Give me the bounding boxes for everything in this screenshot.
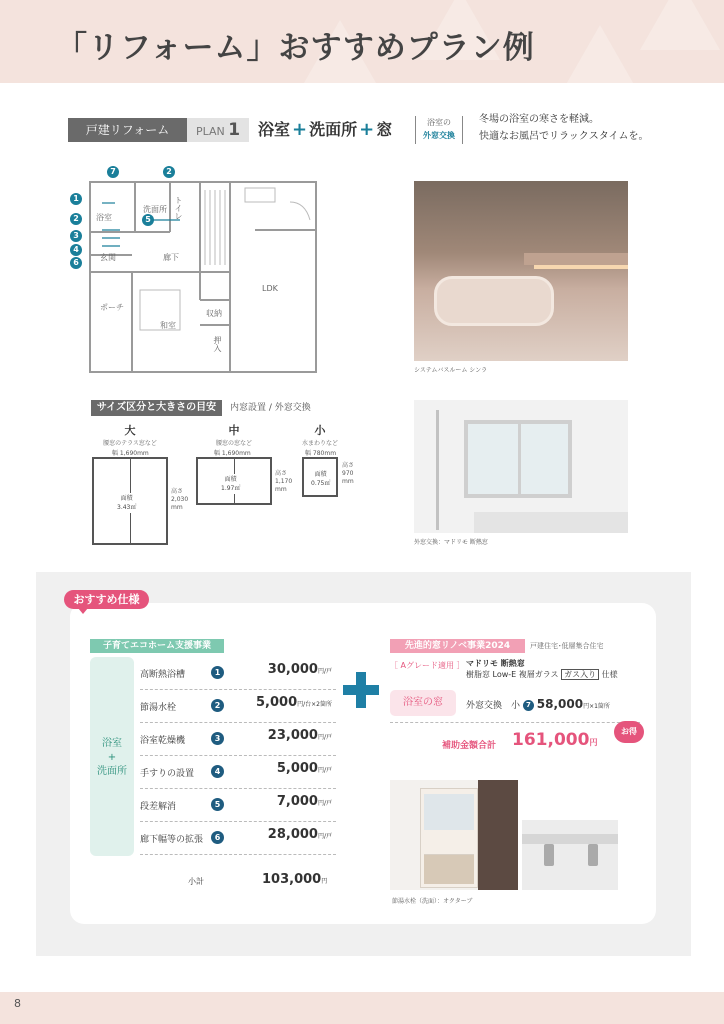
marker-6: 6 bbox=[70, 257, 82, 269]
room-label-bath: 浴室 bbox=[96, 213, 112, 222]
room-label-japanese-room: 和室 bbox=[160, 321, 176, 330]
size-medium-label: 中 bbox=[228, 424, 240, 437]
window-exchange: 外窓交換 小 7 58,000円×1箇所 bbox=[466, 697, 610, 711]
window-renovation-tag: 先進的窓リノベ事業2024 bbox=[390, 639, 525, 653]
plan-subnote-line2: 外窓交換 bbox=[423, 131, 455, 140]
floor-plan bbox=[60, 160, 330, 378]
spec-row bbox=[140, 756, 336, 789]
spec-row-price: 23,000円/戸 bbox=[267, 728, 332, 743]
size-medium-width: 幅 1,690mm bbox=[214, 450, 251, 457]
window-large-area: 面積 3.43㎡ bbox=[117, 495, 137, 511]
floor-plan-drawing bbox=[60, 160, 330, 378]
room-label-entrance: 玄関 bbox=[100, 253, 116, 262]
plan-description bbox=[479, 111, 649, 145]
bath-window-label: 浴室の窓 bbox=[390, 690, 456, 716]
room-box bbox=[90, 657, 134, 856]
exchange-number: 7 bbox=[523, 700, 534, 711]
plan-subnote-line1: 浴室の bbox=[427, 118, 451, 127]
product-spec: 樹脂窓 Low-E 複層ガラス ガス入り 仕様 bbox=[466, 670, 618, 679]
spec-row-label: 浴室乾燥機 bbox=[140, 736, 186, 746]
window-small-area: 面積 0.75㎡ bbox=[311, 471, 331, 487]
size-small-desc: 水まわりなど bbox=[302, 440, 339, 447]
plan-category-tag: 戸建リフォーム bbox=[68, 118, 187, 142]
total-label: 補助金額合計 bbox=[442, 741, 497, 751]
bathroom-photo bbox=[414, 181, 628, 361]
plan-label-number: 1 bbox=[228, 120, 241, 140]
spec-row-price: 5,000円/戸 bbox=[276, 761, 332, 776]
size-large-label: 大 bbox=[124, 424, 136, 437]
plan-subnote bbox=[415, 116, 463, 144]
gas-badge: ガス入り bbox=[561, 669, 599, 680]
bathroom-photo-caption: システムバスルーム シンラ bbox=[414, 367, 488, 374]
page-title: 「リフォーム」おすすめプラン例 bbox=[56, 30, 535, 66]
spec-row-label: 段差解消 bbox=[140, 802, 177, 812]
marker-2-left: 2 bbox=[70, 213, 82, 225]
divider bbox=[390, 722, 640, 723]
plan-heading-window: 窓 bbox=[376, 120, 393, 139]
room-label-toilet: トイレ bbox=[174, 196, 183, 220]
spec-row-label: 節湯水栓 bbox=[140, 703, 177, 713]
spec-row bbox=[140, 690, 336, 723]
room-label-closet: 押入 bbox=[213, 336, 222, 352]
deal-badge: お得 bbox=[614, 721, 644, 743]
size-large-desc: 腰窓のテラス窓など bbox=[103, 440, 157, 447]
room-label-hallway: 廊下 bbox=[163, 253, 179, 262]
faucet-photo bbox=[522, 820, 618, 890]
room-label-washroom: 洗面所 bbox=[143, 205, 167, 214]
size-guide-note: 内窓設置 / 外窓交換 bbox=[230, 403, 311, 413]
spec-row-number: 6 bbox=[211, 831, 224, 844]
plan-number-label bbox=[187, 118, 249, 142]
plan-heading-bath: 浴室 bbox=[258, 120, 291, 139]
plan-label-prefix: PLAN bbox=[195, 125, 225, 138]
subtotal-label: 小計 bbox=[188, 877, 204, 886]
spec-row bbox=[140, 723, 336, 756]
room-box-line3: 洗面所 bbox=[97, 766, 127, 777]
room-label-porch: ポーチ bbox=[100, 303, 124, 312]
spec-row-number: 4 bbox=[211, 765, 224, 778]
spec-row-price: 5,000円/台×2箇所 bbox=[256, 695, 332, 710]
marker-3: 3 bbox=[70, 230, 82, 242]
spec-row-number: 5 bbox=[211, 798, 224, 811]
marker-1: 1 bbox=[70, 193, 82, 205]
spec-row-price: 28,000円/戸 bbox=[267, 827, 332, 842]
marker-2-top: 2 bbox=[163, 166, 175, 178]
spec-row-price: 7,000円/戸 bbox=[276, 794, 332, 809]
marker-5: 5 bbox=[142, 214, 154, 226]
spec-tag: おすすめ仕様 bbox=[64, 590, 149, 609]
total-value: 161,000円 bbox=[512, 730, 598, 750]
size-large-width: 幅 1,690mm bbox=[112, 450, 149, 457]
plan-heading bbox=[258, 117, 392, 140]
size-guide-tag: サイズ区分と大きさの目安 bbox=[91, 400, 222, 416]
spec-row-number: 3 bbox=[211, 732, 224, 745]
size-medium-caption bbox=[196, 422, 272, 447]
marker-7: 7 bbox=[107, 166, 119, 178]
product-name: マドリモ 断熱窓 bbox=[466, 659, 525, 668]
plan-description-line1: 冬場の浴室の寒さを軽減。 bbox=[479, 114, 599, 125]
room-box-line1: 浴室 bbox=[102, 738, 122, 749]
window-small-box bbox=[302, 457, 338, 497]
size-small-label: 小 bbox=[314, 424, 326, 437]
window-renovation-note: 戸建住宅･低層集合住宅 bbox=[530, 642, 604, 650]
spec-row-label: 高断熱浴槽 bbox=[140, 670, 186, 680]
size-medium-desc: 腰窓の窓など bbox=[215, 440, 252, 447]
subtotal-value: 103,000円 bbox=[262, 872, 328, 887]
plan-description-line2: 快適なお風呂でリラックスタイムを。 bbox=[479, 131, 649, 142]
spec-row-number: 1 bbox=[211, 666, 224, 679]
size-large-caption bbox=[92, 422, 168, 447]
plus-icon: + bbox=[359, 119, 375, 140]
plan-heading-washroom: 洗面所 bbox=[309, 120, 358, 139]
window-photo bbox=[414, 400, 628, 533]
room-label-storage: 収納 bbox=[206, 309, 222, 318]
spec-row bbox=[140, 657, 336, 690]
footer-band bbox=[0, 992, 724, 1024]
washroom-photo-caption: 節湯水栓（洗面）：オクターブ bbox=[392, 898, 473, 905]
size-small-width: 幅 780mm bbox=[305, 450, 337, 457]
spec-row-price: 30,000円/戸 bbox=[267, 662, 332, 677]
spec-row bbox=[140, 789, 336, 822]
eco-home-tag: 子育てエコホーム支援事業 bbox=[90, 639, 224, 653]
window-medium-area: 面積 1.97㎡ bbox=[221, 476, 241, 492]
washroom-photo bbox=[390, 780, 518, 890]
plus-icon bbox=[343, 672, 379, 708]
size-medium-height: 高さ 1,170 mm bbox=[275, 470, 293, 493]
window-large-box bbox=[92, 457, 168, 545]
spec-row-number: 2 bbox=[211, 699, 224, 712]
marker-4: 4 bbox=[70, 244, 82, 256]
spec-row-label: 手すりの設置 bbox=[140, 769, 195, 779]
size-small-caption bbox=[302, 422, 338, 447]
page-number: 8 bbox=[14, 997, 21, 1010]
room-label-ldk: LDK bbox=[262, 284, 278, 293]
window-photo-caption: 外窓交換：マドリモ 断熱窓 bbox=[414, 539, 488, 546]
room-box-line2: + bbox=[107, 752, 117, 763]
exchange-price: 58,000 bbox=[536, 697, 584, 711]
size-large-height: 高さ 2,030 mm bbox=[171, 488, 189, 511]
spec-row bbox=[140, 822, 336, 855]
grade-label: ［ Aグレード適用 ］ bbox=[390, 661, 465, 670]
plus-icon: + bbox=[292, 119, 308, 140]
window-medium-box bbox=[196, 457, 272, 505]
spec-row-label: 廊下幅等の拡張 bbox=[140, 835, 204, 845]
size-small-height: 高さ 970 mm bbox=[342, 462, 355, 485]
